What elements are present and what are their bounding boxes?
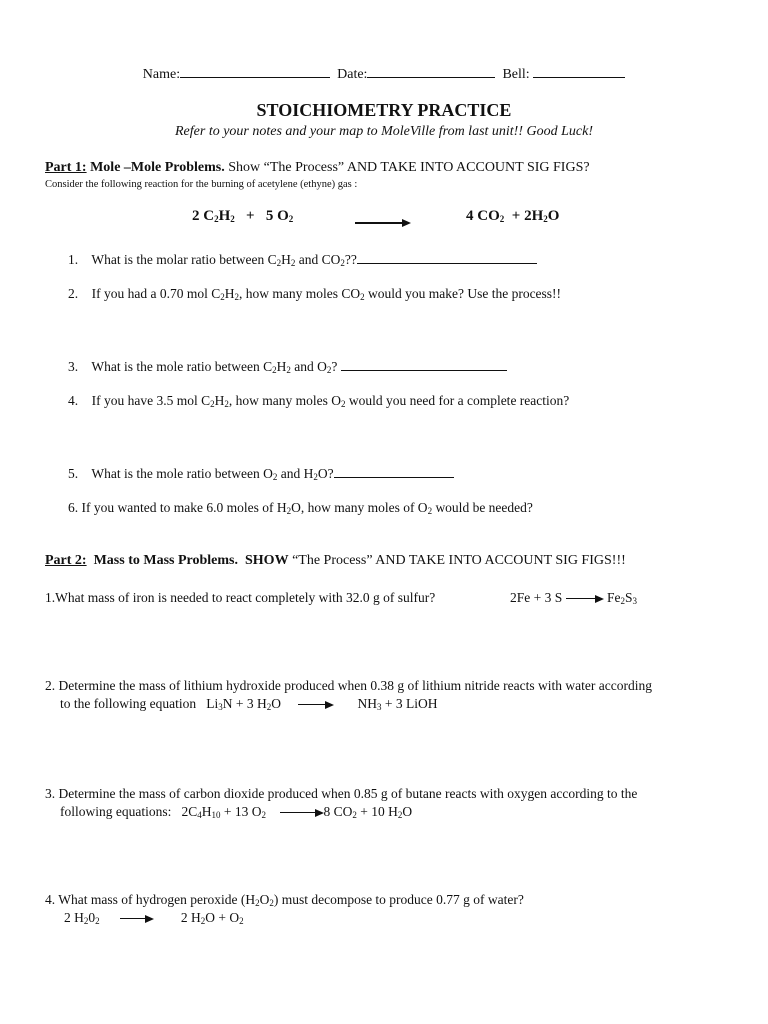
- part2-heading: [45, 553, 626, 569]
- answer-blank-1[interactable]: [357, 250, 537, 264]
- worksheet-title: STOICHIOMETRY PRACTICE: [256, 100, 512, 120]
- part1-title: Mole –Mole Problems.: [90, 160, 225, 175]
- main-equation-products: 4 $CO_2 + 2H_2O$: [466, 208, 560, 224]
- part1-instructions: Show “The Process” AND TAKE INTO ACCOUNT SIG FIGS?: [228, 160, 590, 175]
- part2-instructions: “The Process” AND TAKE INTO ACCOUNT SIG FIGS!!!: [288, 553, 626, 568]
- question-6: 6. If you wanted to make 6.0 moles of $H_2O$, how many moles of $O_2$ would be needed?: [68, 500, 533, 516]
- bell-label: Bell:: [502, 67, 530, 82]
- part1-label: Part 1:: [45, 160, 87, 175]
- part1-context: Consider the following reaction for the burning of acetylene (ethyne) gas :: [45, 179, 358, 190]
- date-blank[interactable]: [367, 64, 495, 78]
- part2-label: Part 2:: [45, 553, 87, 568]
- reaction-arrow: [355, 214, 411, 232]
- question-5: 5. What is the mole ratio between $O_2$ and $H_2O$?: [68, 464, 454, 482]
- part2-question-1-equation: 2Fe + 3 S $Fe_2S_3$: [510, 590, 638, 606]
- part2-question-2-line2: to the following equation $Li_3N + 3$ $H_2O$ $NH_3 + 3$ LiOH: [60, 696, 438, 712]
- part2-question-3: 3. Determine the mass of carbon dioxide produced when 0.85 g of butane reacts with oxygen according to the: [45, 786, 638, 801]
- name-label: Name:: [142, 67, 181, 82]
- question-4: 4. If you have 3.5 mol $C_2H_2$, how many moles $O_2$ would you need for a complete reaction?: [68, 393, 570, 409]
- answer-blank-3[interactable]: [341, 357, 507, 371]
- part2-show: SHOW: [245, 553, 289, 568]
- part1-heading: [45, 160, 590, 176]
- part2-question-4-equation: 2 $H_20_2$ 2 $H_2O + O_2$: [64, 910, 244, 926]
- worksheet-subtitle: Refer to your notes and your map to MoleVille from last unit!! Good Luck!: [175, 124, 593, 139]
- part2-question-1: 1.What mass of iron is needed to react completely with 32.0 g of sulfur?: [45, 590, 436, 605]
- name-blank[interactable]: [180, 64, 330, 78]
- answer-blank-5[interactable]: [334, 464, 454, 478]
- part2-title: Mass to Mass Problems.: [93, 553, 238, 568]
- question-3: 3. What is the mole ratio between $C_2H_2$ and $O_2$?: [68, 357, 507, 375]
- bell-blank[interactable]: [533, 64, 625, 78]
- part2-question-2: 2. Determine the mass of lithium hydroxide produced when 0.38 g of lithium nitride reacts with water according: [45, 678, 652, 693]
- question-2: 2. If you had a 0.70 mol $C_2H_2$, how many moles $CO_2$ would you make? Use the process!!: [68, 286, 562, 302]
- main-equation-reactants: 2 $C_2H_2$ + 5 $O_2$: [192, 208, 294, 224]
- date-label: Date:: [337, 67, 368, 82]
- question-1: 1. What is the molar ratio between $C_2H_2$ and $CO_2$??: [68, 250, 537, 268]
- student-info-line: [0, 64, 768, 83]
- part2-question-3-line2: following equations: $2C_4H_{10} + 13$ $O_2$ 8 $CO_2 + 10$ $H_2O$: [60, 804, 413, 820]
- part2-question-4: 4. What mass of hydrogen peroxide $(H_2O_2)$ must decompose to produce 0.77 g of water?: [45, 892, 524, 908]
